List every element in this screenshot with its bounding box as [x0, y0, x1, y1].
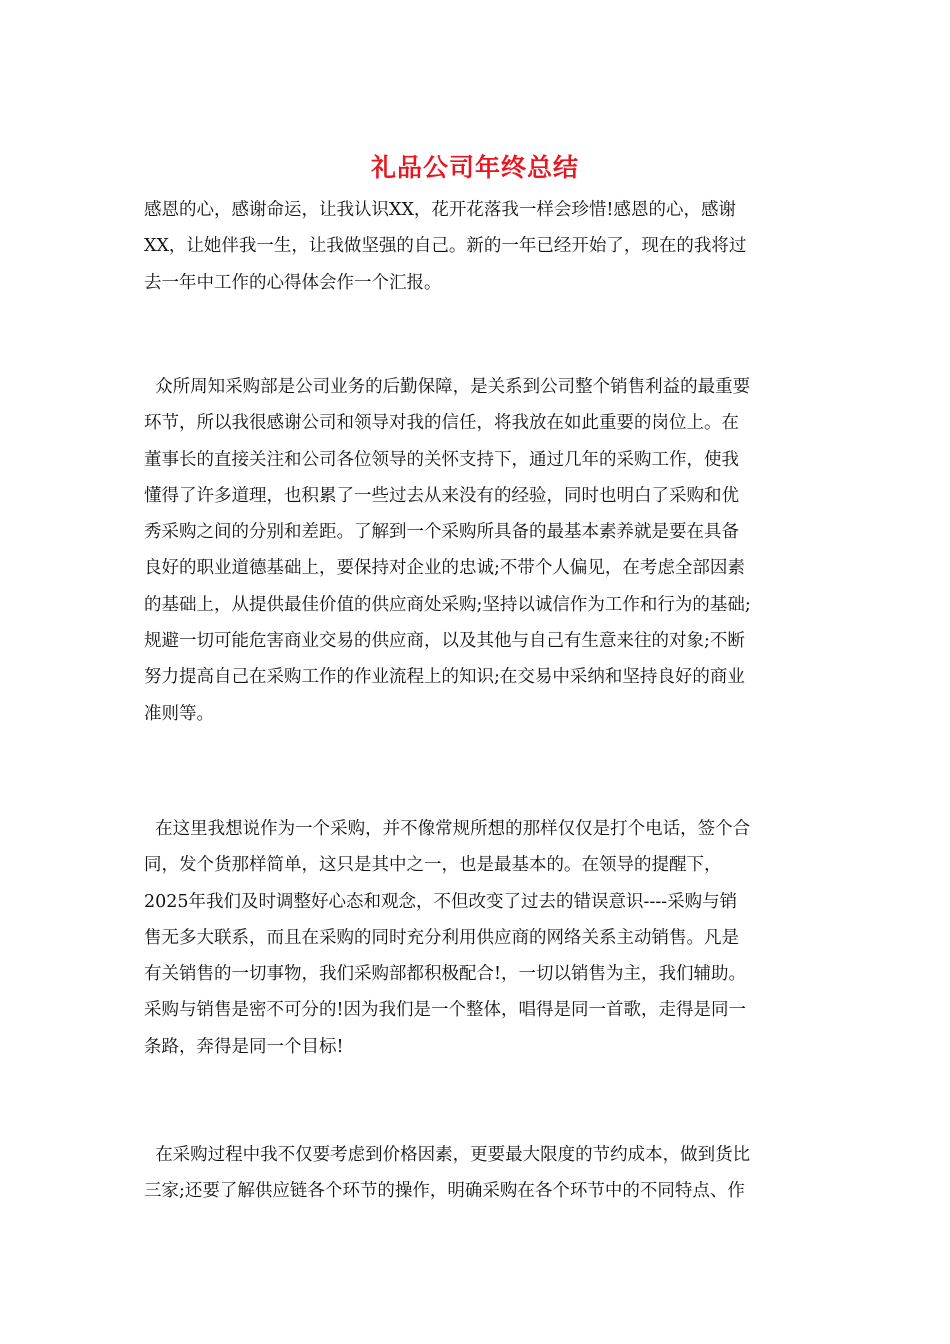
paragraph-4 [144, 1137, 814, 1210]
paragraph-line: 2025年我们及时调整好心态和观念，不但改变了过去的错误意识----采购与销 [144, 891, 738, 912]
paragraph-line: 在这里我想说作为一个采购，并不像常规所想的那样仅仅是打个电话，签个合 [144, 819, 751, 839]
paragraph-line: 众所周知采购部是公司业务的后勤保障，是关系到公司整个销售利益的最重要 [144, 377, 751, 397]
paragraph-line: 的基础上，从提供最佳价值的供应商处采购;坚持以诚信作为工作和行为的基础; [144, 594, 751, 615]
paragraph-line: 在采购过程中我不仅要考虑到价格因素，更要最大限度的节约成本，做到货比 [144, 1145, 751, 1165]
paragraph-line: 售无多大联系，而且在采购的同时充分利用供应商的网络关系主动销售。凡是 [144, 927, 739, 948]
paragraph-line: 有关销售的一切事物，我们采购部都积极配合!，一切以销售为主，我们辅助。 [144, 964, 747, 985]
paragraph-line: XX，让她伴我一生，让我做坚强的自己。新的一年已经开始了，现在的我将过 [144, 236, 747, 257]
paragraph-line: 条路，奔得是同一个目标! [144, 1036, 344, 1057]
paragraph-1 [144, 192, 814, 301]
paragraph-line: 规避一切可能危害商业交易的供应商，以及其他与自己有生意来往的对象;不断 [144, 631, 745, 652]
paragraph-line: 良好的职业道德基础上，要保持对企业的忠诚;不带个人偏见，在考虑全部因素 [144, 558, 745, 579]
document-title: 礼品公司年终总结 [370, 153, 579, 182]
paragraph-line: 努力提高自己在采购工作的作业流程上的知识;在交易中采纳和坚持良好的商业 [144, 667, 745, 688]
paragraph-3 [144, 811, 814, 1065]
paragraph-line: 采购与销售是密不可分的!因为我们是一个整体，唱得是同一首歌，走得是同一 [144, 1000, 747, 1021]
paragraph-line: 准则等。 [144, 703, 214, 724]
paragraph-line: 去一年中工作的心得体会作一个汇报。 [144, 272, 442, 293]
paragraph-line: 董事长的直接关注和公司各位领导的关怀支持下，通过几年的采购工作，使我 [144, 449, 739, 470]
paragraph-line: 懂得了许多道理，也积累了一些过去从来没有的经验，同时也明白了采购和优 [144, 485, 739, 506]
paragraph-line: 环节，所以我很感谢公司和领导对我的信任，将我放在如此重要的岗位上。在 [144, 413, 739, 434]
paragraph-line: 三家;还要了解供应链各个环节的操作，明确采购在各个环节中的不同特点、作 [144, 1181, 745, 1202]
paragraph-2 [144, 369, 814, 732]
paragraph-line: 感恩的心，感谢命运，让我认识XX，花开花落我一样会珍惜!感恩的心，感谢 [144, 200, 736, 220]
paragraph-line: 秀采购之间的分别和差距。了解到一个采购所具备的最基本素养就是要在具备 [144, 522, 739, 543]
paragraph-line: 同，发个货那样简单，这只是其中之一，也是最基本的。在领导的提醒下， [144, 855, 722, 876]
